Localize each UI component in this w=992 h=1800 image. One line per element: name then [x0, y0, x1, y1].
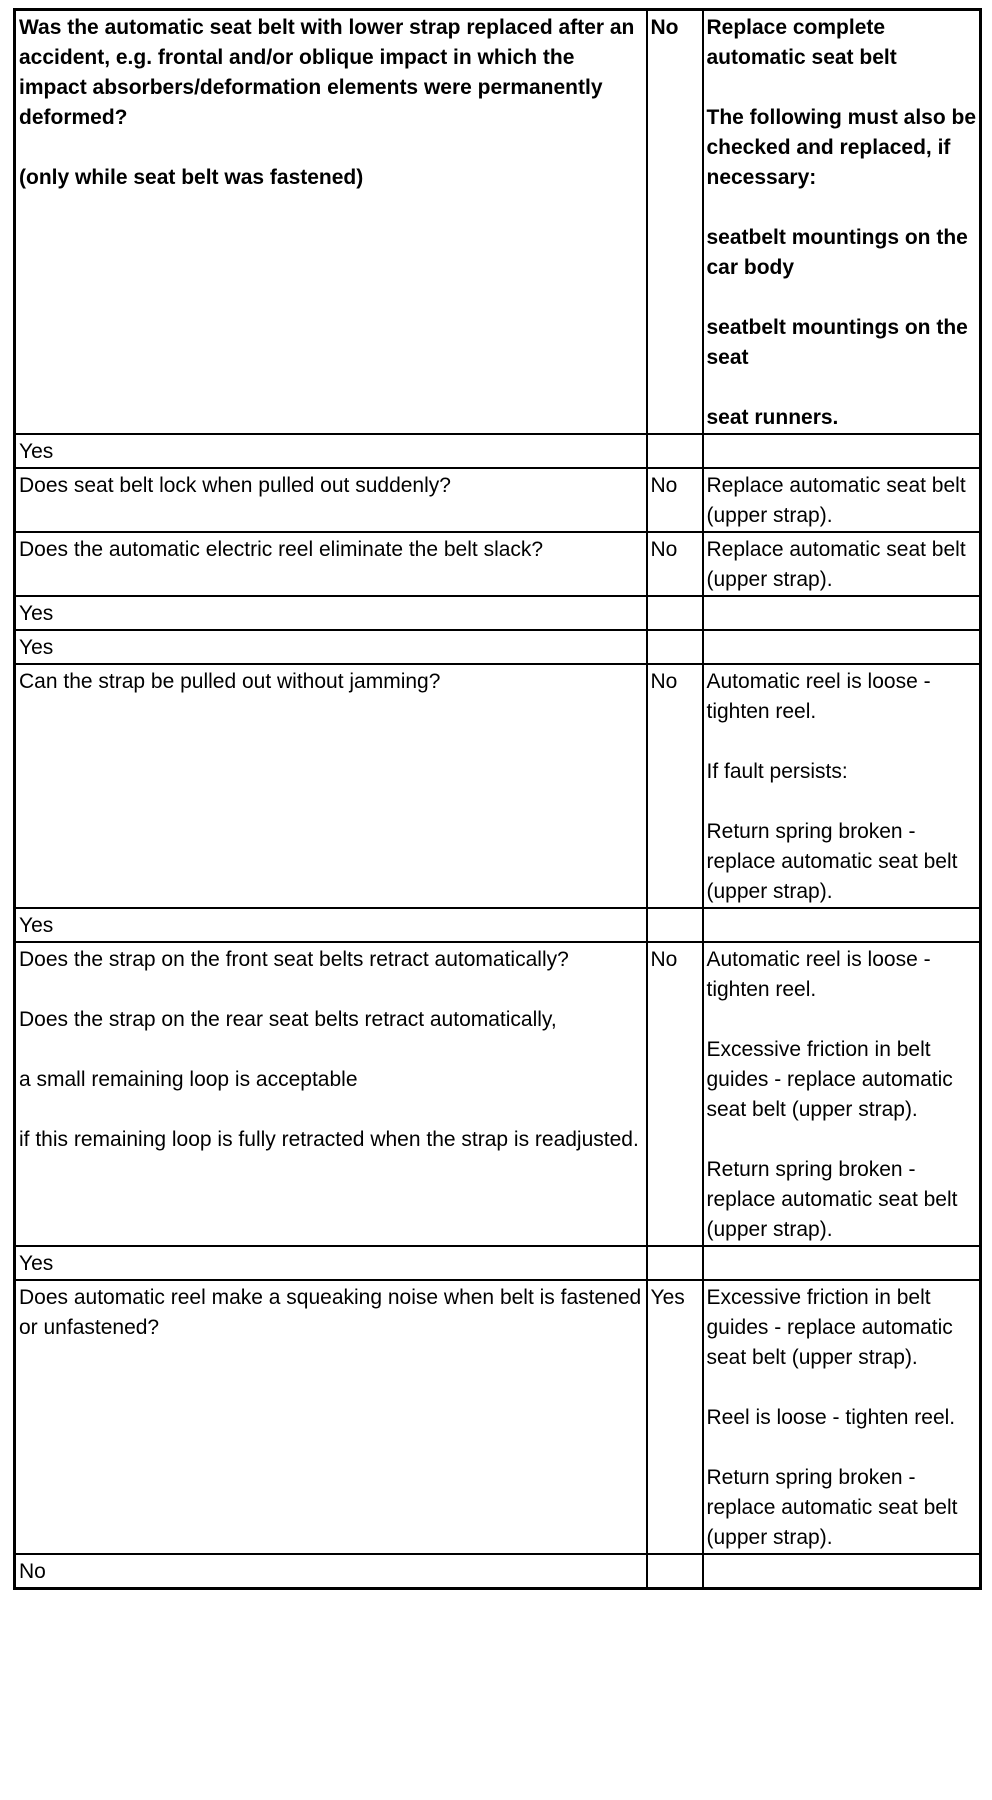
remedy-cell: [703, 10, 981, 435]
answer-cell: [647, 1554, 703, 1589]
question-text: (only while seat belt was fastened): [19, 166, 364, 189]
question-text: Can the strap be pulled out without jamming?: [19, 670, 441, 693]
answer-cell: [647, 596, 703, 630]
table-row: [15, 630, 981, 664]
table-row: [15, 1554, 981, 1589]
question-text: Yes: [19, 914, 54, 937]
question-text: Yes: [19, 636, 54, 659]
remedy-cell: [703, 468, 981, 532]
question-cell: [15, 532, 647, 596]
table-row: [15, 1280, 981, 1554]
question-cell: [15, 1554, 647, 1589]
remedy-text: Return spring broken - replace automatic seat belt (upper strap).: [706, 1158, 958, 1241]
question-text: Does the automatic electric reel eliminate the belt slack?: [19, 538, 544, 561]
remedy-text: seatbelt mountings on the seat: [706, 316, 968, 369]
question-text: Yes: [19, 1252, 54, 1275]
table-row: [15, 468, 981, 532]
answer-cell: [647, 1246, 703, 1280]
table-row: [15, 532, 981, 596]
table-row: [15, 908, 981, 942]
remedy-text: Return spring broken - replace automatic seat belt (upper strap).: [706, 1466, 958, 1549]
remedy-text: The following must also be checked and replaced, if necessary:: [706, 106, 977, 189]
question-cell: [15, 596, 647, 630]
answer-cell: [647, 468, 703, 532]
answer-cell: [647, 434, 703, 468]
remedy-cell: [703, 532, 981, 596]
question-text: No: [19, 1560, 46, 1583]
remedy-cell: [703, 1280, 981, 1554]
remedy-text: seatbelt mountings on the car body: [706, 226, 968, 279]
question-text: Yes: [19, 440, 54, 463]
remedy-cell: [703, 1246, 981, 1280]
question-cell: [15, 942, 647, 1246]
diagnostic-table: [13, 8, 982, 1590]
answer-cell: [647, 1280, 703, 1554]
answer-text: No: [650, 538, 678, 561]
answer-cell: [647, 664, 703, 908]
answer-text: No: [650, 670, 678, 693]
remedy-text: Automatic reel is loose - tighten reel.: [706, 670, 931, 723]
remedy-text: If fault persists:: [706, 760, 848, 783]
question-text: Yes: [19, 602, 54, 625]
answer-cell: [647, 532, 703, 596]
question-text: Does seat belt lock when pulled out suddenly?: [19, 474, 451, 497]
question-text: if this remaining loop is fully retracted when the strap is readjusted.: [19, 1128, 639, 1151]
question-cell: [15, 1246, 647, 1280]
remedy-cell: [703, 908, 981, 942]
remedy-cell: [703, 434, 981, 468]
question-text: Does automatic reel make a squeaking noise when belt is fastened or unfastened?: [19, 1286, 642, 1339]
question-cell: [15, 1280, 647, 1554]
table-row: [15, 664, 981, 908]
remedy-text: Reel is loose - tighten reel.: [706, 1406, 956, 1429]
question-cell: [15, 908, 647, 942]
table-row: [15, 596, 981, 630]
table-row: [15, 942, 981, 1246]
question-text: a small remaining loop is acceptable: [19, 1068, 358, 1091]
question-text: Was the automatic seat belt with lower strap replaced after an accident, e.g. frontal and/or oblique impact in which the impact absorbers/deformation elements were permanently deformed?: [19, 16, 635, 129]
table-row: [15, 434, 981, 468]
remedy-text: seat runners.: [706, 406, 839, 429]
table-row: [15, 10, 981, 435]
remedy-text: Excessive friction in belt guides - replace automatic seat belt (upper strap).: [706, 1286, 953, 1369]
remedy-text: Replace automatic seat belt (upper strap).: [706, 538, 966, 591]
remedy-text: Excessive friction in belt guides - replace automatic seat belt (upper strap).: [706, 1038, 953, 1121]
question-cell: [15, 468, 647, 532]
question-cell: [15, 664, 647, 908]
remedy-text: Replace automatic seat belt (upper strap).: [706, 474, 966, 527]
remedy-text: Replace complete automatic seat belt: [706, 16, 897, 69]
question-text: Does the strap on the front seat belts retract automatically?: [19, 948, 569, 971]
answer-text: No: [650, 16, 679, 39]
remedy-text: Return spring broken - replace automatic seat belt (upper strap).: [706, 820, 958, 903]
table-row: [15, 1246, 981, 1280]
remedy-cell: [703, 664, 981, 908]
question-cell: [15, 630, 647, 664]
remedy-cell: [703, 596, 981, 630]
question-text: Does the strap on the rear seat belts retract automatically,: [19, 1008, 557, 1031]
remedy-cell: [703, 942, 981, 1246]
question-cell: [15, 10, 647, 435]
question-cell: [15, 434, 647, 468]
remedy-cell: [703, 630, 981, 664]
answer-cell: [647, 10, 703, 435]
answer-cell: [647, 630, 703, 664]
answer-cell: [647, 942, 703, 1246]
answer-text: Yes: [650, 1286, 685, 1309]
answer-cell: [647, 908, 703, 942]
remedy-cell: [703, 1554, 981, 1589]
answer-text: No: [650, 474, 678, 497]
remedy-text: Automatic reel is loose - tighten reel.: [706, 948, 931, 1001]
answer-text: No: [650, 948, 678, 971]
